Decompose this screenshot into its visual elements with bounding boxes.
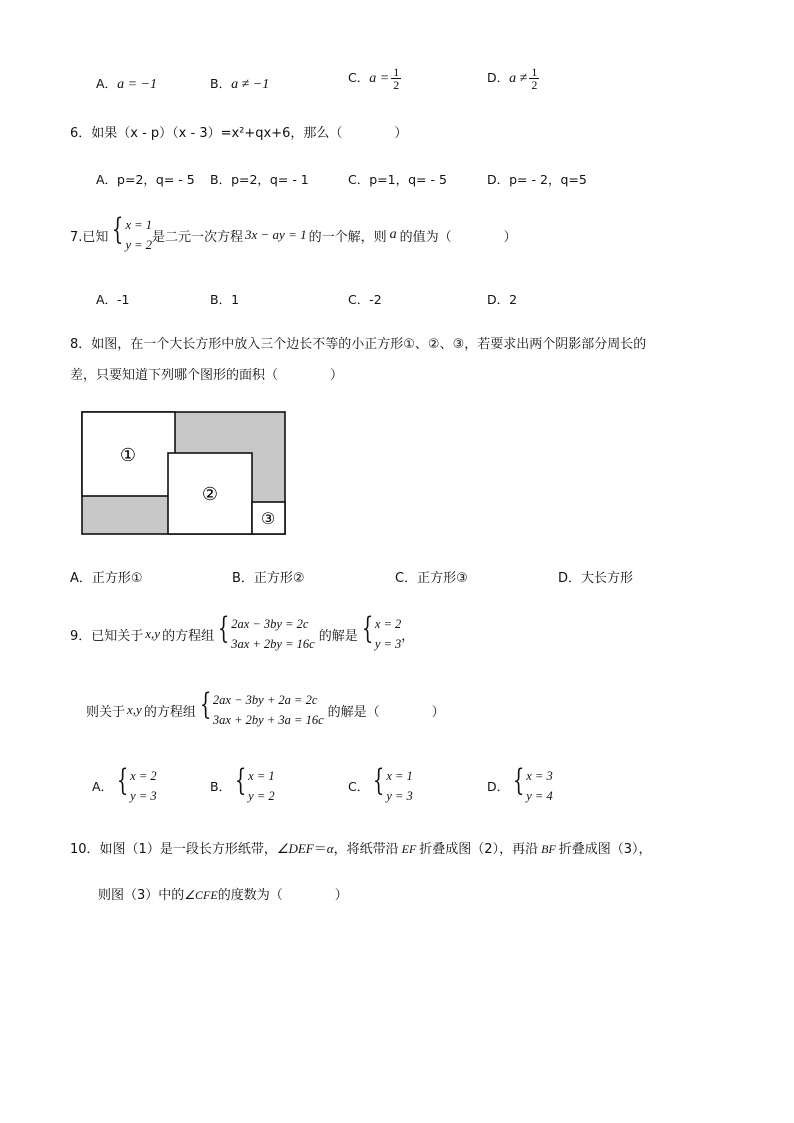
q9-prefix: 9．已知关于 [70,628,144,644]
q9-stem-line2 [86,687,445,730]
brace: { [512,763,525,798]
q9-solution [358,611,402,654]
q7-suffix: 的值为（ ） [399,229,517,245]
q9-comma: ， [401,628,415,644]
q8-stem-line1: 8．如图，在一个大长方形中放入三个边长不等的小正方形①、②、③，若要求出两个阴影部分周长的 [70,337,647,352]
q9-option-d [487,763,553,806]
option-label: A． [96,76,118,91]
system-line: y = 4 [526,789,553,803]
q9-line2-suffix: 的解是（ ） [327,704,445,720]
system-line: x = 2 [374,617,402,631]
brace: { [217,611,230,646]
q6-option-d: D．p= - 2，q=5 [487,172,587,187]
q7-prefix: 7.已知 [70,229,109,245]
brace: { [234,763,247,798]
q6-option-a: A．p=2，q= - 5 [96,172,195,187]
system-line: y = 3 [374,637,402,651]
system-line: y = 3 [386,789,413,803]
q8-stem-line2: 差，只要知道下列哪个图形的面积（ ） [70,368,344,383]
q9-option-b [210,763,275,806]
option-label: D． [487,70,510,85]
q10-stem-line2 [98,884,348,903]
option-expression: a = −1 [117,77,157,92]
fraction-numerator: 1 [393,65,400,79]
q8-option-d: D．大长方形 [558,571,634,586]
system-line: x = 2 [130,769,157,783]
fraction-numerator: 1 [531,65,538,79]
q9-vars: x,y [127,702,142,717]
brace: { [112,212,124,247]
system-line: 2ax − 3by = 2c [231,617,309,631]
system-line: 3ax + 2by + 3a = 16c [212,713,324,727]
system-line: y = 2 [248,789,275,803]
q10-ef: EF [401,842,417,856]
brace: { [199,687,212,722]
q7-variable: a [389,227,397,242]
q8-option-a: A．正方形① [70,571,143,586]
q9-option-c [348,763,413,806]
q6-option-b: B．p=2，q= - 1 [210,172,309,187]
q10-text: 折叠成图（3）， [558,842,652,857]
system-line: x = 1 [125,218,152,232]
brace: { [373,763,385,798]
q8-option-c: C．正方形③ [395,571,468,586]
option-label: C． [348,70,370,85]
q10-angle-cfe: ∠CFE [184,888,218,902]
option-expression: a ≠ [509,71,528,86]
fraction-denominator: 2 [393,78,400,92]
q7-option-a: A．-1 [96,292,130,307]
system-line: x = 1 [248,769,275,783]
q10-alpha: α [326,841,334,856]
q9-vars: x,y [145,626,161,641]
q10-text: ＝ [313,842,327,857]
q9-mid: 的方程组 [162,628,215,644]
option-label: A． [92,779,114,794]
system-line: y = 3 [130,789,157,803]
q7-equation: 3x − ay = 1 [245,227,307,242]
system-line: 3ax + 2by = 16c [231,637,315,651]
shaded-region-top [175,412,285,453]
option-label: B． [210,76,232,91]
q10-text: 的度数为（ ） [217,888,348,903]
q10-angle-def: ∠DEF [276,841,314,856]
q9-sol-text: 的解是 [318,628,358,644]
brace: { [116,763,129,798]
system-line: x = 1 [386,769,413,783]
option-expression: a = [369,71,390,86]
shaded-region-bottom [82,496,168,534]
option-label: B． [210,779,232,794]
q9-stem-line1 [70,611,415,654]
option-label: C． [348,779,370,794]
option-expression: a ≠ −1 [231,77,270,92]
q9-system-2 [196,687,324,730]
square-3-label: ③ [260,509,276,528]
square-2-label: ② [201,484,219,505]
q10-text: 10．如图（1）是一段长方形纸带， [70,842,277,857]
q10-bf: BF [541,842,556,856]
q10-text: ，将纸带沿 [333,842,399,857]
q6-stem: 6．如果（x - p）（x - 3）=x²+qx+6，那么（ ） [70,126,408,141]
q9-system-1 [214,611,315,654]
system-line: x = 3 [526,769,553,783]
system-line: y = 2 [125,238,152,252]
q7-option-b: B．1 [210,292,240,307]
square-1-label: ① [119,445,137,466]
q7-option-d: D．2 [487,292,518,307]
q10-text: 折叠成图（2），再沿 [419,842,539,857]
q8-option-b: B．正方形② [232,571,305,586]
q7-middle: 是二元一次方程 [151,229,243,245]
brace: { [361,611,373,646]
option-label: D． [487,779,510,794]
q9-option-a [92,763,157,806]
fraction-denominator: 2 [531,78,538,92]
q7-suffix: 的一个解，则 [308,229,387,245]
system-line: 2ax − 3by + 2a = 2c [212,693,318,707]
q10-text: 则图（3）中的 [98,888,185,903]
shaded-region-right [252,453,285,502]
q9-mid: 的方程组 [143,704,196,720]
q7-option-c: C．-2 [348,292,382,307]
q6-option-c: C．p=1，q= - 5 [348,172,447,187]
q9-line2-prefix: 则关于 [86,704,126,720]
q10-stem-line1 [70,838,652,857]
